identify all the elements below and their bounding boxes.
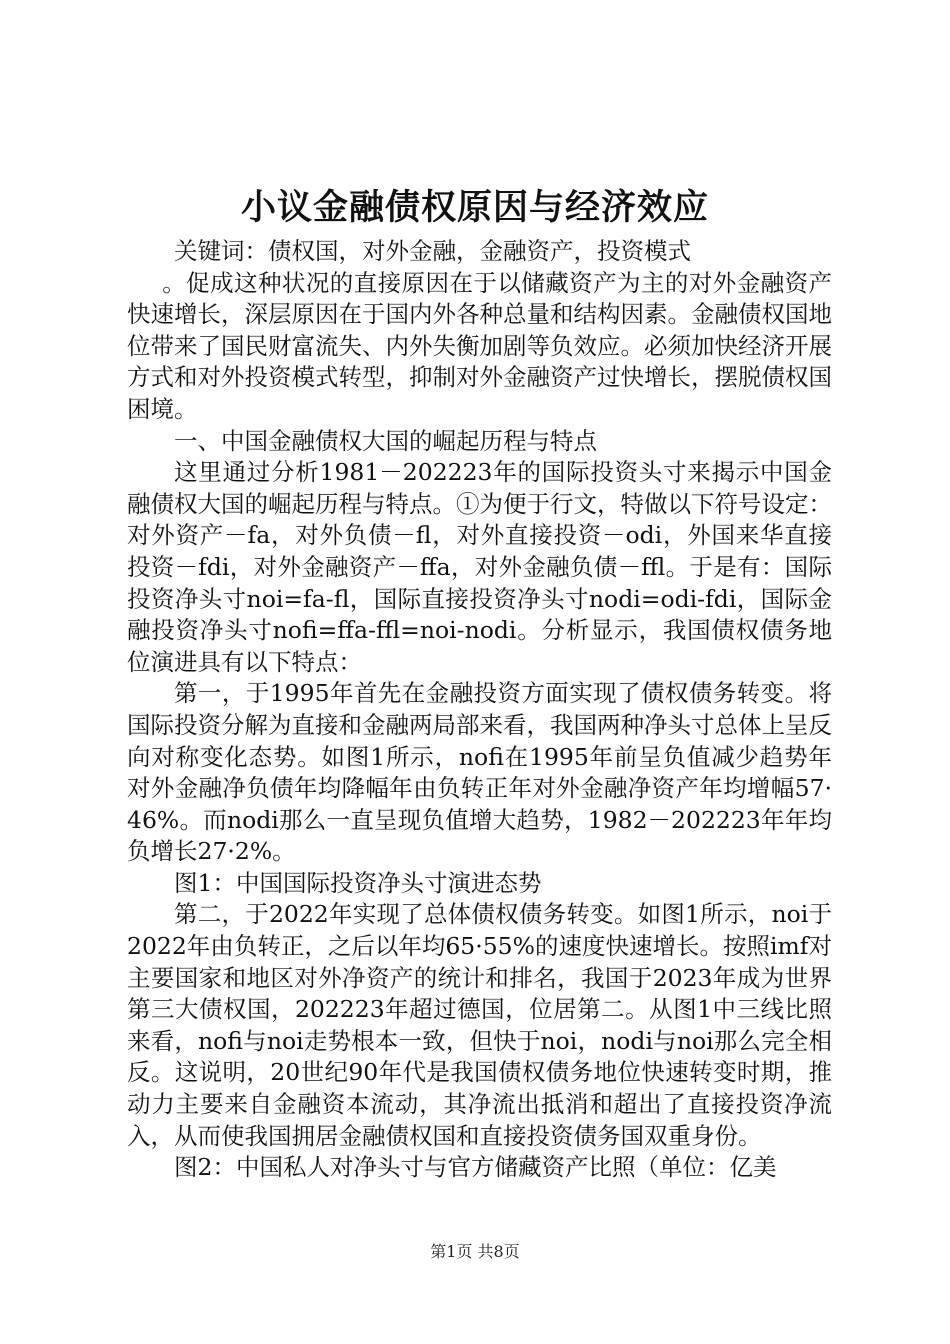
figure-caption: 图1：中国国际投资净头寸演进态势: [174, 868, 542, 897]
document-title: 小议金融债权原因与经济效应: [240, 188, 709, 228]
abstract-paragraph: 。促成这种状况的直接原因在于以储藏资产为主的对外金融资产快速增长，深层原因在于国内外各种总量和结构因素。金融债权国地位带来了国民财富流失、内外失衡加剧等负效应。必须加快经济开展方式和对外投资模式转型，抑制对外金融资产过快增长，摆脱债权国困境。: [127, 268, 832, 423]
document-body: [127, 236, 832, 1184]
figure-caption: 图2：中国私人对净头寸与官方储藏资产比照（单位：亿美: [174, 1153, 777, 1182]
body-paragraph: 第二，于2022年实现了总体债权债务转变。如图1所示，noi于2022年由负转正，之后以年均65·55%的速度快速增长。按照imf对主要国家和地区对外净资产的统计和排名，我国于2023年成为世界第三大债权国，202223年超过德国，位居第二。从图1中三线比照来看，nofi与noi走势根本一致，但快于noi，nodi与noi那么完全相反。这说明，20世纪90年代是我国债权债务地位快速转变时期，推动力主要来自金融资本流动，其净流出抵消和超出了直接投资净流入，从而使我国拥居金融债权国和直接投资债务国双重身份。: [127, 900, 832, 1150]
page-number: 第1页 共8页: [430, 1242, 520, 1261]
body-paragraph: 这里通过分析1981－202223年的国际投资头寸来揭示中国金融债权大国的崛起历程与特点。①为便于行文，特做以下符号设定：对外资产－fa，对外负债－fl，对外直接投资－odi，外国来华直接投资－fdi，对外金融资产－ffa，对外金融负债－ffl。于是有：国际投资净头寸noi=fa-fl，国际直接投资净头寸nodi=odi-fdi，国际金融投资净头寸nofi=ffa-ffl=noi-nodi。分析显示，我国债权债务地位演进具有以下特点：: [127, 458, 832, 676]
body-paragraph: 第一，于1995年首先在金融投资方面实现了债权债务转变。将国际投资分解为直接和金融两局部来看，我国两种净头寸总体上呈反向对称变化态势。如图1所示，nofi在1995年前呈负值减少趋势年对外金融净负债年均降幅年由负转正年对外金融净资产年均增幅57·46%。而nodi那么一直呈现负值增大趋势，1982－202223年年均负增长27·2%。: [127, 679, 832, 866]
section-heading: 一、中国金融债权大国的崛起历程与特点: [174, 426, 597, 455]
keywords-paragraph: 关键词：债权国，对外金融，金融资产，投资模式: [174, 237, 691, 265]
